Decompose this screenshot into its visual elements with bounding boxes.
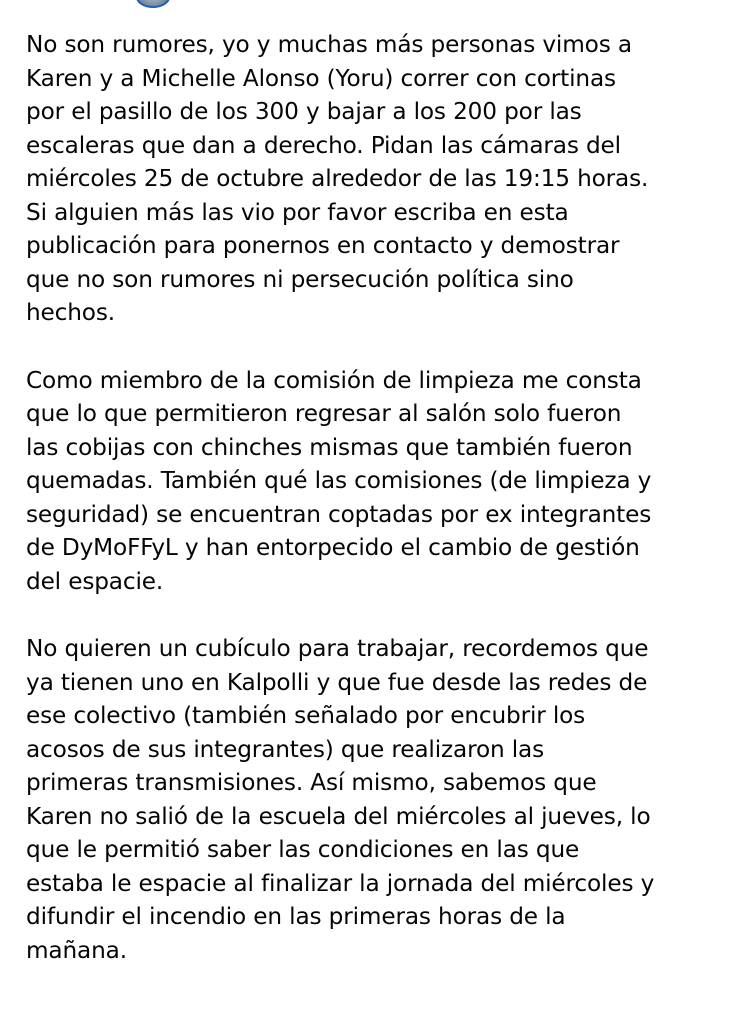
post-paragraph-3: No quieren un cubículo para trabajar, recordemos que ya tienen uno en Kalpolli y que fue desde las redes de ese colectivo (también señalado por encubrir los acosos de sus integrantes) que realizaron las primeras transmisiones. Así mismo, sabemos que Karen no salió de la escuela del miércoles al jueves, lo que le permitió saber las condiciones en las que estaba le espacie al finalizar la jornada del miércoles y difundir el incendio en las primeras horas de la mañana. [26, 635, 655, 964]
post-paragraph-2: Como miembro de la comisión de limpieza me consta que lo que permitieron regresar al salón solo fueron las cobijas con chinches mismas que también fueron quemadas. También qué las comisiones (de limpieza y seguridad) se encuentran coptadas por ex integrantes de DyMoFFyL y han entorpecido el cambio de gestión del espacie. [26, 366, 652, 595]
post-body [26, 28, 730, 967]
post-paragraph-1: No son rumores, yo y muchas más personas vimos a Karen y a Michelle Alonso (Yoru) correr con cortinas por el pasillo de los 300 y bajar a los 200 por las escaleras que dan a derecho. Pidan las cámaras del miércoles 25 de octubre alrededor de las 19:15 horas. Si alguien más las vio por favor escriba en esta publicación para ponernos en contacto y demostrar que no son rumores ni persecución política sino hechos. [26, 31, 649, 326]
author-avatar[interactable] [136, 0, 170, 8]
